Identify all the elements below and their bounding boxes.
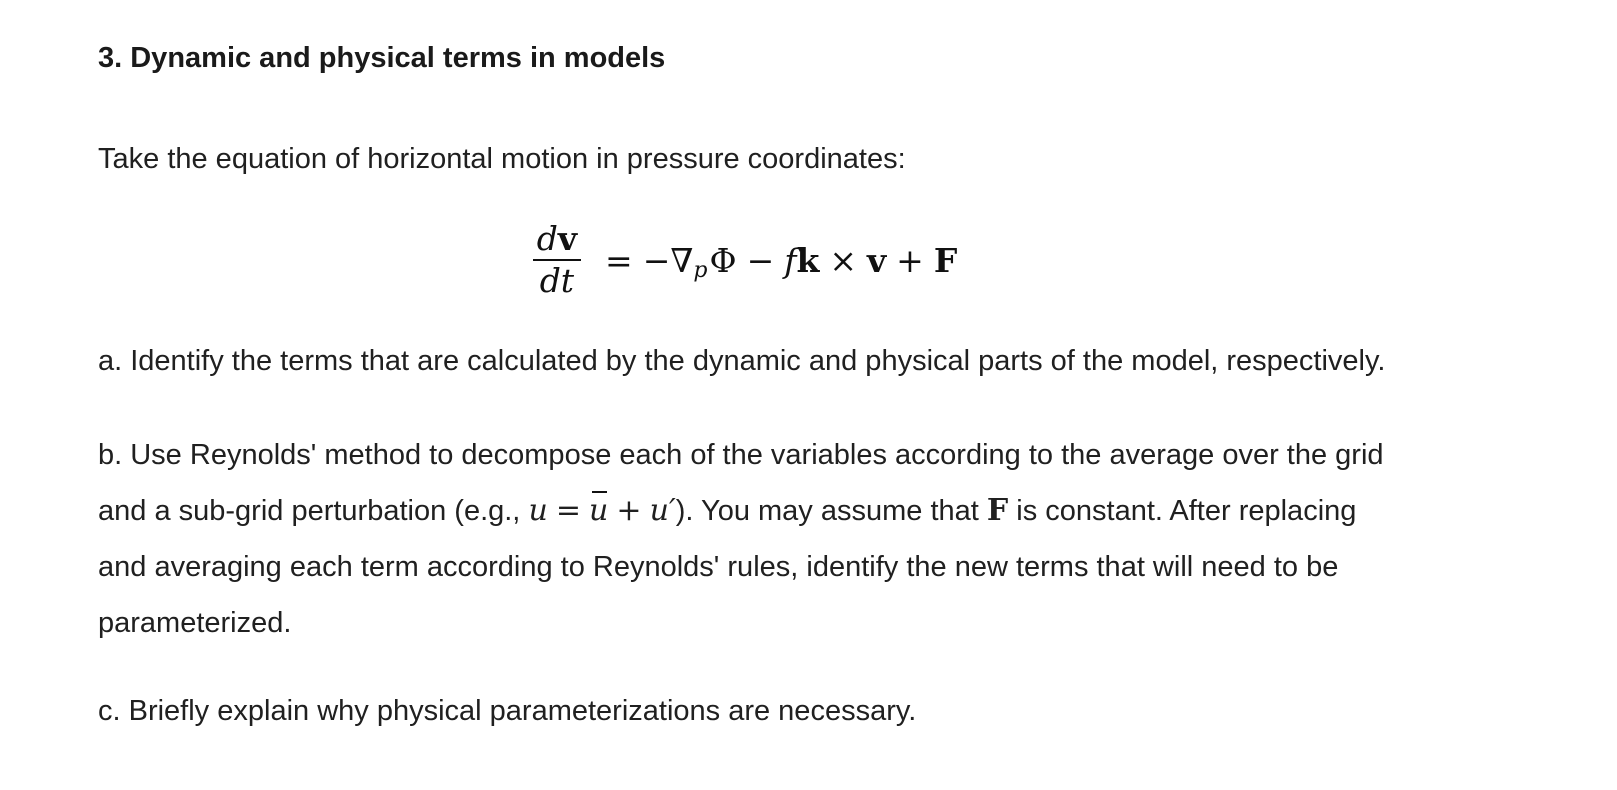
question-c: c. Briefly explain why physical parameterizations are necessary. <box>98 695 917 727</box>
question-b-text-3: is constant. After replacing <box>1008 495 1357 527</box>
math-u-prime: u′ <box>649 493 676 528</box>
question-b <box>98 427 1384 651</box>
eq-times: × <box>829 240 857 280</box>
math-equals: = <box>555 493 581 528</box>
eq-nabla: ∇ <box>670 240 694 280</box>
eq-minus-2: − <box>746 240 775 280</box>
question-a: a. Identify the terms that are calculated by the dynamic and physical parts of the model, respectively. <box>98 345 1386 377</box>
math-u: u <box>528 493 548 528</box>
eq-f: f <box>784 240 797 280</box>
question-b-line-3: and averaging each term according to Reynolds' rules, identify the new terms that will need to be <box>98 551 1339 583</box>
fraction-denominator: dt <box>539 261 575 300</box>
eq-v-bold: v <box>557 219 578 258</box>
equation-fraction <box>533 219 581 301</box>
eq-plus: + <box>896 240 924 280</box>
section-heading: 3. Dynamic and physical terms in models <box>98 42 666 74</box>
math-F-bold: F <box>986 493 1009 528</box>
eq-subscript-p: p <box>693 257 708 283</box>
question-b-line-2 <box>98 483 1384 539</box>
intro-paragraph: Take the equation of horizontal motion in pressure coordinates: <box>98 143 906 175</box>
eq-d: d <box>536 219 558 258</box>
eq-phi: Φ <box>709 240 737 280</box>
fraction-numerator <box>533 219 581 259</box>
eq-equals: = <box>605 240 633 280</box>
equation-of-motion <box>98 210 1392 310</box>
eq-v-bold-2: v <box>866 240 887 280</box>
eq-minus: − <box>642 240 671 280</box>
math-u-bar: u <box>589 483 608 539</box>
question-b-text-1: and a sub-grid perturbation (e.g., <box>98 495 529 527</box>
question-b-line-4: parameterized. <box>98 607 292 639</box>
question-b-text-2: ). You may assume that <box>675 495 987 527</box>
question-b-line-1: b. Use Reynolds' method to decompose each of the variables according to the average over the grid <box>98 439 1384 471</box>
math-plus: + <box>616 493 642 528</box>
eq-F-bold: F <box>933 240 958 280</box>
eq-k-bold: k <box>796 240 820 280</box>
